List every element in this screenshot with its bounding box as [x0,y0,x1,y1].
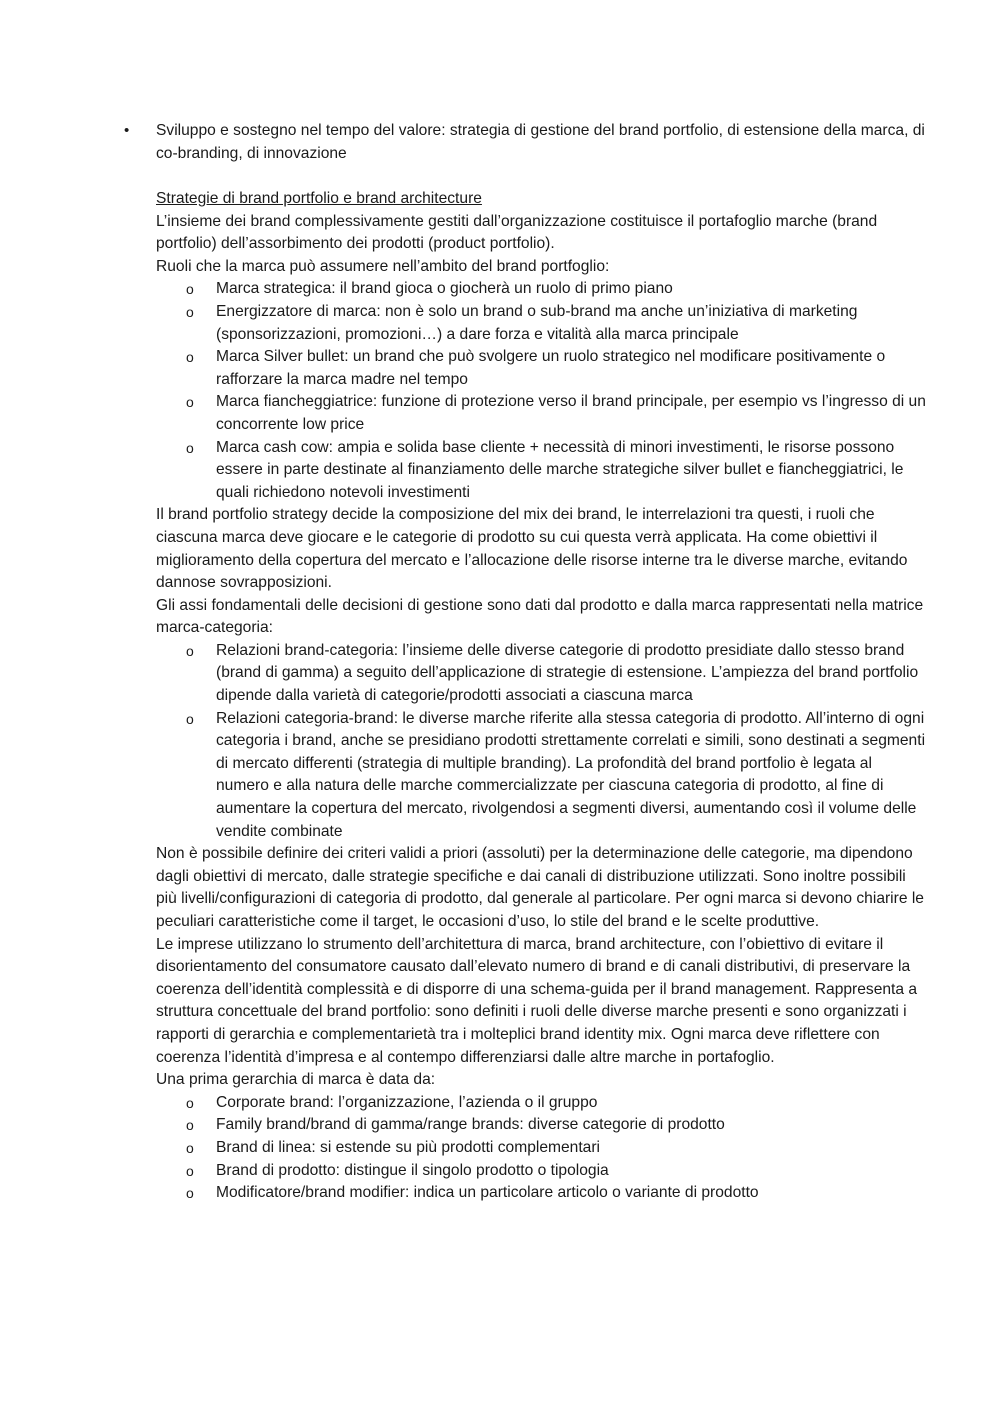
role-text: Marca strategica: il brand gioca o giocherà un ruolo di primo piano [216,280,673,298]
sub-bullet-marker: o [186,642,194,659]
roles-list [156,278,926,504]
list-item [156,1114,926,1137]
list-item [156,278,926,301]
relations-list [156,640,926,843]
hierarchy-text: Corporate brand: l’organizzazione, l’azienda o il gruppo [216,1093,598,1111]
sub-bullet-marker: o [186,349,194,366]
sub-bullet-marker: o [186,1139,194,1156]
main-bullet-text: Sviluppo e sostegno nel tempo del valore: strategia di gestione del brand portfolio, di estensione della marca, di co-branding, di innovazione [156,122,925,162]
sub-bullet-marker: o [186,1162,194,1179]
axes-paragraph: Gli assi fondamentali delle decisioni di gestione sono dati dal prodotto e dalla marca rappresentati nella matrice marca-categoria: [156,596,924,637]
criteria-paragraph: Non è possibile definire dei criteri validi a priori (assoluti) per la determinazione delle categorie, ma dipendono dagli obiettivi di mercato, dalle strategie specifiche e dai canali di distribuzione utilizzati. Sono inoltre possibili più livelli/configurazioni di categoria di prodotto, dal generale al particolare. Per ogni marca si devono chiarire le peculiari caratteristiche come il target, le occasioni d’uso, lo stile del brand e le scelte produttive. [156,845,924,930]
relation-text: Relazioni categoria-brand: le diverse marche riferite alla stessa categoria di prodotto. All’interno di ogni categoria i brand, anche se presidiano prodotti strettamente correlati e simili, sono destinati a segmenti di mercato differenti (strategia di multiple branding). La profondità del brand portfolio è legata al numero e alla natura delle marche commercializzate per ciascuna categoria di prodotto, al fine di aumentare la copertura del mercato, rivolgendosi a segmenti diversi, aumentando così il volume delle vendite combinate [216,709,926,840]
section-body [156,188,926,1205]
sub-bullet-marker: o [186,394,194,411]
list-item [156,1137,926,1160]
sub-bullet-marker: o [186,303,194,320]
role-text: Marca fiancheggiatrice: funzione di protezione verso il brand principale, per esempio vs l’ingresso di un concorrente low price [216,393,926,433]
sub-bullet-marker: o [186,1185,194,1202]
strategy-paragraph: Il brand portfolio strategy decide la composizione del mix dei brand, le interrelazioni tra questi, i ruoli che ciascuna marca deve giocare e le categorie di prodotto su cui questa verrà applicata. Ha come obiettivi il miglioramento della copertura del mercato e l’allocazione delle risorse interne tra le diverse marche, evitando dannose sovrapposizioni. [156,506,908,592]
intro-paragraph: L’insieme dei brand complessivamente gestiti dall’organizzazione costituisce il portafoglio marche (brand portfolio) dell’assorbimento dei prodotti (product portfolio). [156,212,878,253]
list-item [156,391,926,436]
sub-bullet-marker: o [186,1094,194,1111]
roles-lead: Ruoli che la marca può assumere nell’ambito del brand portfoglio: [156,257,610,275]
hierarchy-text: Brand di linea: si estende su più prodotti complementari [216,1138,600,1156]
list-item [156,301,926,346]
section-heading: Strategie di brand portfolio e brand architecture [156,190,482,207]
list-item [156,708,926,844]
sub-bullet-marker: o [186,439,194,456]
hierarchy-text: Brand di prodotto: distingue il singolo prodotto o tipologia [216,1161,609,1179]
hierarchy-lead: Una prima gerarchia di marca è data da: [156,1071,436,1089]
list-item [156,1160,926,1183]
role-text: Marca Silver bullet: un brand che può svolgere un ruolo strategico nel modificare positivamente o rafforzare la marca madre nel tempo [216,348,886,388]
list-item [156,437,926,505]
hierarchy-text: Modificatore/brand modifier: indica un particolare articolo o variante di prodotto [216,1184,759,1202]
sub-bullet-marker: o [186,281,194,298]
role-text: Energizzatore di marca: non è solo un brand o sub-brand ma anche un’iniziativa di marketing (sponsorizzazioni, promozioni…) a dare forza e vitalità alla marca principale [216,302,858,343]
list-item [156,640,926,708]
sub-bullet-marker: o [186,1117,194,1134]
list-item [156,1182,926,1205]
hierarchy-text: Family brand/brand di gamma/range brands: diverse categorie di prodotto [216,1116,725,1134]
bullet-marker: • [124,122,130,139]
architecture-paragraph: Le imprese utilizzano lo strumento dell’architettura di marca, brand architecture, con l’obiettivo di evitare il disorientamento del consumatore causato dall’elevato numero di brand e di canali distributivi, di preservare la coerenza dell’identità complessità e di disporre di una schema-guida per il brand management. Rappresenta a struttura concettuale del brand portfolio: sono definiti i ruoli delle diverse marche presenti e sono organizzati i rapporti di gerarchia e complementarietà tra i molteplici brand identity mix. Ogni marca deve riflettere con coerenza l’identità d’impresa e al contempo differenziarsi dalle altre marche in portafoglio. [156,935,918,1066]
relation-text: Relazioni brand-categoria: l’insieme delle diverse categorie di prodotto presidiate dallo stesso brand (brand di gamma) a seguito dell’applicazione di strategie di estensione. L’ampiezza del brand portfolio dipende dalla varietà di categorie/prodotti associati a ciascuna marca [216,641,919,705]
role-text: Marca cash cow: ampia e solida base cliente + necessità di minori investimenti, le risorse possono essere in parte destinate al finanziamento delle marche strategiche silver bullet e fiancheggiatrici, le quali richiedono notevoli investimenti [216,438,904,501]
hierarchy-list [156,1092,926,1205]
list-item [156,346,926,391]
sub-bullet-marker: o [186,710,194,727]
list-item [156,1092,926,1115]
